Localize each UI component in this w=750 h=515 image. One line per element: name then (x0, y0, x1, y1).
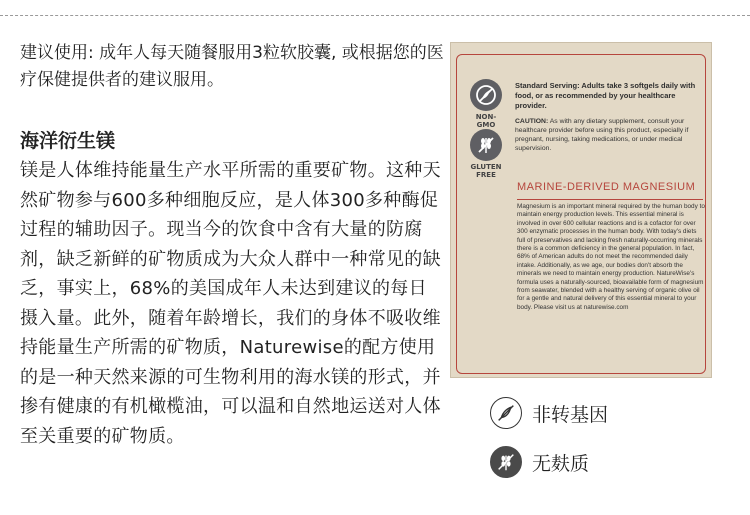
body-text: 镁是人体维持能量生产水平所需的重要矿物。这种天然矿物参与600多种细胞反应，是人体300多种酶促过程的辅助因子。现当今的饮食中含有大量的防腐剂，缺乏新鲜的矿物质成为大众人群中一种常见的缺乏，事实上，68%的美国成年人未达到建议的每日摄入量。此外，随着年龄增长，我们的身体不吸收维持能量生产所需的矿物质，Naturewise的配方使用的是一种天然来源的可生物利用的海水镁的形式，并掺有健康的有机橄榄油，可以温和自然地运送对人体至关重要的矿物质。 (20, 160, 441, 447)
feature-label: 无麸质 (532, 452, 590, 475)
section-title: 海洋衍生镁 (20, 130, 116, 152)
gluten-free-icon (490, 446, 522, 478)
feature-gluten-free (490, 446, 589, 478)
label-section-rule (517, 199, 703, 200)
non-gmo-icon (490, 397, 522, 429)
label-badge-non-gmo (467, 79, 505, 129)
caution-label: CAUTION: (515, 118, 549, 125)
feature-label: 非转基因 (532, 403, 609, 426)
usage-text: 建议使用: 成年人每天随餐服用3粒软胶囊, 或根据您的医疗保健提供者的建议服用。 (20, 43, 444, 90)
label-badge-gluten-free (467, 129, 505, 179)
feature-non-gmo (490, 397, 608, 429)
label-section-title: MARINE-DERIVED MAGNESIUM (517, 181, 696, 193)
product-label-image (450, 42, 712, 378)
standard-serving-text: Standard Serving: Adults take 3 softgels daily with food, or as recommended by your healthcare provider. (515, 81, 696, 110)
label-badge-caption: NON-GMO (475, 113, 497, 129)
label-badge-caption: GLUTEN FREE (470, 163, 502, 179)
gluten-free-icon (470, 129, 502, 161)
label-section-body: Magnesium is an important mineral required by the human body to maintain energy production levels. This essential mineral is involved in over 600 cellular reactions and is a cofactor for over 300 enzymatic processes in the human body. With today's diets full of preservatives and lacking fresh naturally-occurring minerals there is a common deficiency in the general population. In fact, 68% of American adults do not meet the recommended daily intake. Additionally, as we age, our bodies don't absorb the minerals we need to maintain energy production. NatureWise's formula uses a naturally-sourced, bioavailable form of magnesium from seawater, blended with a healthy serving of organic olive oil for a gentle and natural delivery of this essential mineral to your body. Please visit us at naturewise.com (517, 203, 705, 311)
caution-body: As with any dietary supplement, consult your healthcare provider before using this product, especially if pregnant, nursing, taking medications, or under medical supervision. (515, 118, 689, 152)
top-divider (0, 15, 750, 16)
label-border (456, 54, 706, 374)
caution-text (515, 117, 705, 153)
description-column (20, 40, 445, 451)
non-gmo-icon (470, 79, 502, 111)
